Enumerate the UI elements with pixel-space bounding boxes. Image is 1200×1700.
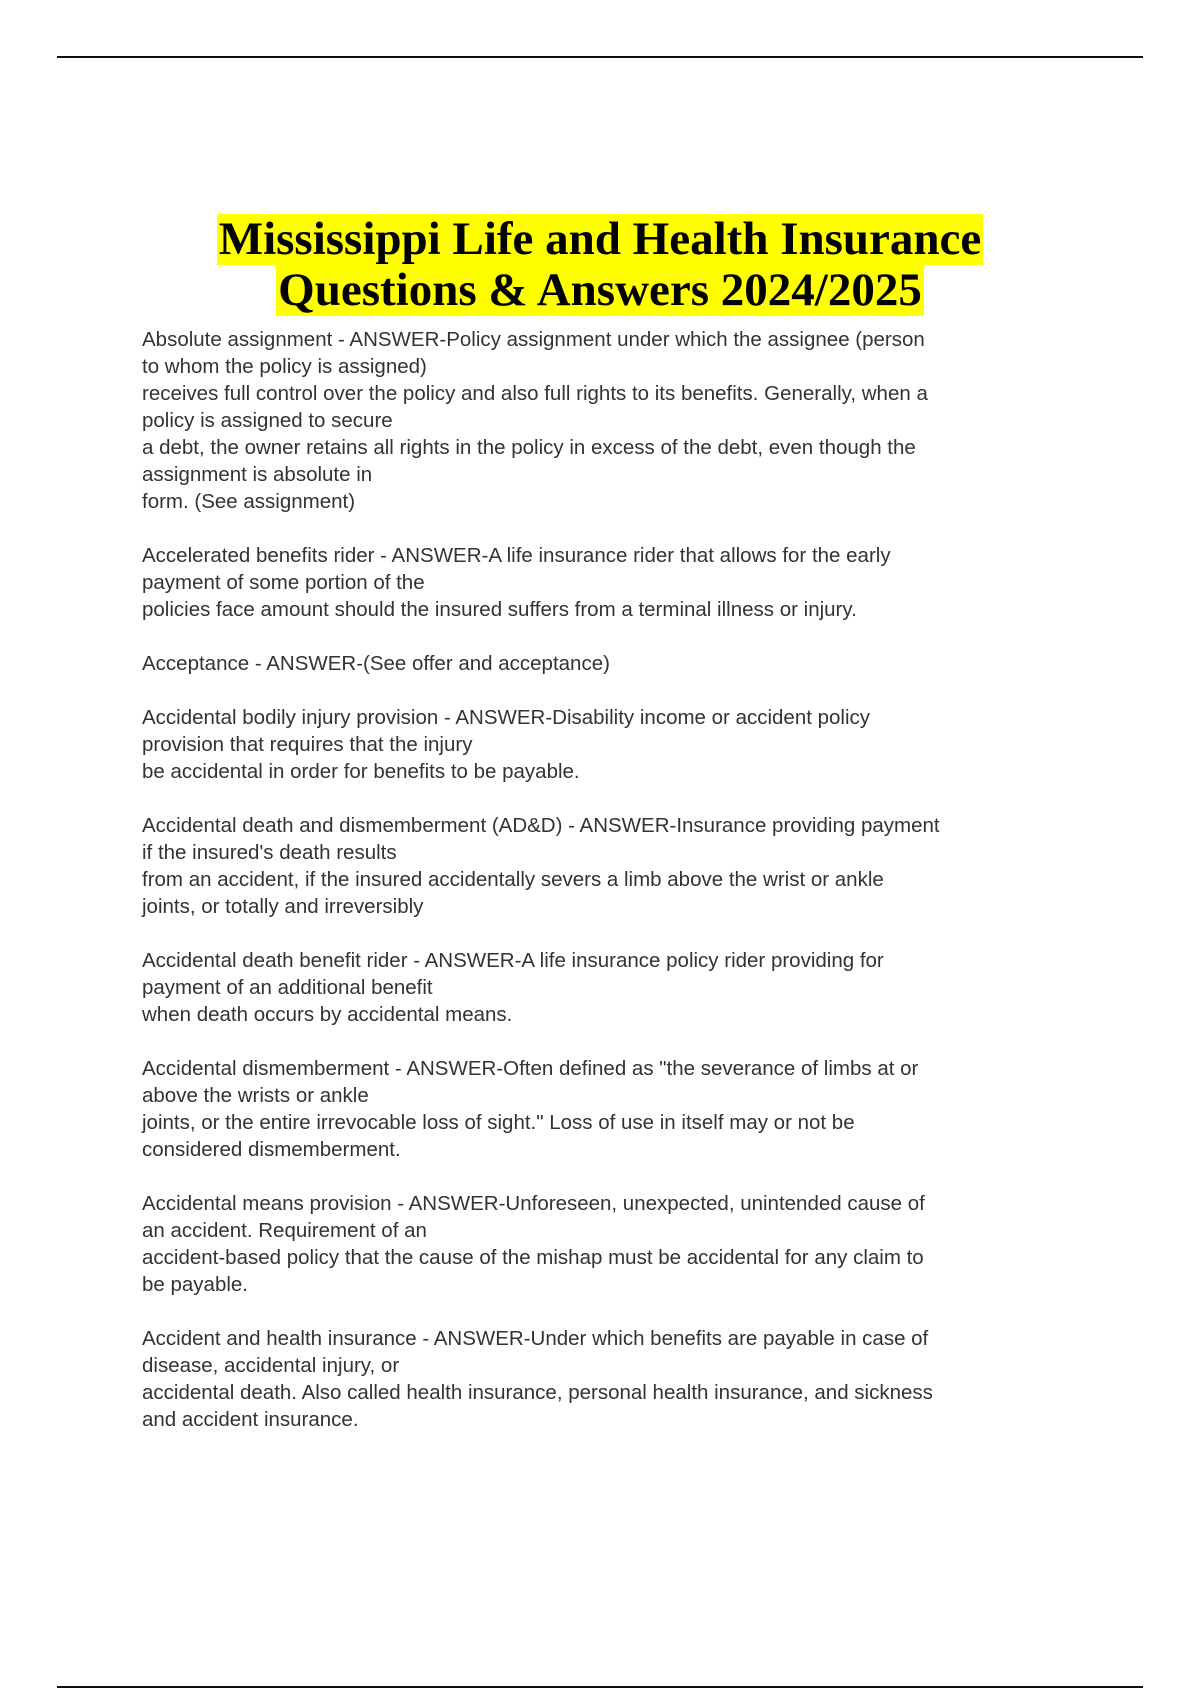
entry-accidental-dismemberment bbox=[142, 1055, 1072, 1163]
entry-line: if the insured's death results bbox=[142, 841, 397, 864]
entry-line: Accelerated benefits rider - ANSWER-A life insurance rider that allows for the early bbox=[142, 544, 891, 567]
entry-line: joints, or totally and irreversibly bbox=[142, 895, 424, 918]
entry-line: Accidental means provision - ANSWER-Unforeseen, unexpected, unintended cause of bbox=[142, 1192, 925, 1215]
entry-accidental-death-and-dismemberment bbox=[142, 812, 1072, 920]
entry-accelerated-benefits-rider bbox=[142, 542, 1072, 623]
entry-line: and accident insurance. bbox=[142, 1408, 359, 1431]
entry-accidental-bodily-injury-provision bbox=[142, 704, 1072, 785]
bottom-rule bbox=[57, 1686, 1143, 1688]
entry-line: receives full control over the policy and also full rights to its benefits. Generally, when a bbox=[142, 382, 928, 405]
entry-line: Accidental dismemberment - ANSWER-Often defined as "the severance of limbs at or bbox=[142, 1057, 919, 1080]
entry-accidental-means-provision bbox=[142, 1190, 1072, 1298]
entry-accident-and-health-insurance bbox=[142, 1325, 1072, 1433]
entry-line: disease, accidental injury, or bbox=[142, 1354, 400, 1377]
entry-line: Accidental death benefit rider - ANSWER-A life insurance policy rider providing for bbox=[142, 949, 884, 972]
entry-line: policy is assigned to secure bbox=[142, 409, 393, 432]
entry-line: payment of an additional benefit bbox=[142, 976, 433, 999]
entry-line: accident-based policy that the cause of the mishap must be accidental for any claim to bbox=[142, 1246, 924, 1269]
entry-line: joints, or the entire irrevocable loss of sight." Loss of use in itself may or not be bbox=[142, 1111, 855, 1134]
page-title bbox=[0, 214, 1200, 316]
entry-line: policies face amount should the insured suffers from a terminal illness or injury. bbox=[142, 598, 857, 621]
title-line-1: Mississippi Life and Health Insurance bbox=[218, 213, 982, 265]
entry-acceptance bbox=[142, 650, 1072, 677]
entry-line: Accidental bodily injury provision - ANSWER-Disability income or accident policy bbox=[142, 706, 871, 729]
entry-line: Accidental death and dismemberment (AD&D) - ANSWER-Insurance providing payment bbox=[142, 814, 940, 837]
entry-line: provision that requires that the injury bbox=[142, 733, 473, 756]
entry-line: a debt, the owner retains all rights in the policy in excess of the debt, even though the bbox=[142, 436, 916, 459]
entry-line: payment of some portion of the bbox=[142, 571, 425, 594]
entry-absolute-assignment bbox=[142, 326, 1072, 515]
top-rule bbox=[57, 56, 1143, 58]
entry-line: Acceptance - ANSWER-(See offer and acceptance) bbox=[142, 652, 610, 675]
entry-line: form. (See assignment) bbox=[142, 490, 356, 513]
entry-line: be accidental in order for benefits to be payable. bbox=[142, 760, 580, 783]
entry-line: accidental death. Also called health insurance, personal health insurance, and sickness bbox=[142, 1381, 933, 1404]
title-line-2: Questions & Answers 2024/2025 bbox=[278, 264, 922, 316]
entry-line: to whom the policy is assigned) bbox=[142, 355, 427, 378]
entry-line: be payable. bbox=[142, 1273, 249, 1296]
entry-line: above the wrists or ankle bbox=[142, 1084, 369, 1107]
entry-line: from an accident, if the insured accidentally severs a limb above the wrist or ankle bbox=[142, 868, 884, 891]
entry-line: Absolute assignment - ANSWER-Policy assignment under which the assignee (person bbox=[142, 328, 925, 351]
glossary-entries bbox=[142, 326, 1072, 1460]
entry-accidental-death-benefit-rider bbox=[142, 947, 1072, 1028]
entry-line: considered dismemberment. bbox=[142, 1138, 401, 1161]
entry-line: when death occurs by accidental means. bbox=[142, 1003, 513, 1026]
entry-line: an accident. Requirement of an bbox=[142, 1219, 427, 1242]
entry-line: assignment is absolute in bbox=[142, 463, 373, 486]
entry-line: Accident and health insurance - ANSWER-Under which benefits are payable in case of bbox=[142, 1327, 929, 1350]
